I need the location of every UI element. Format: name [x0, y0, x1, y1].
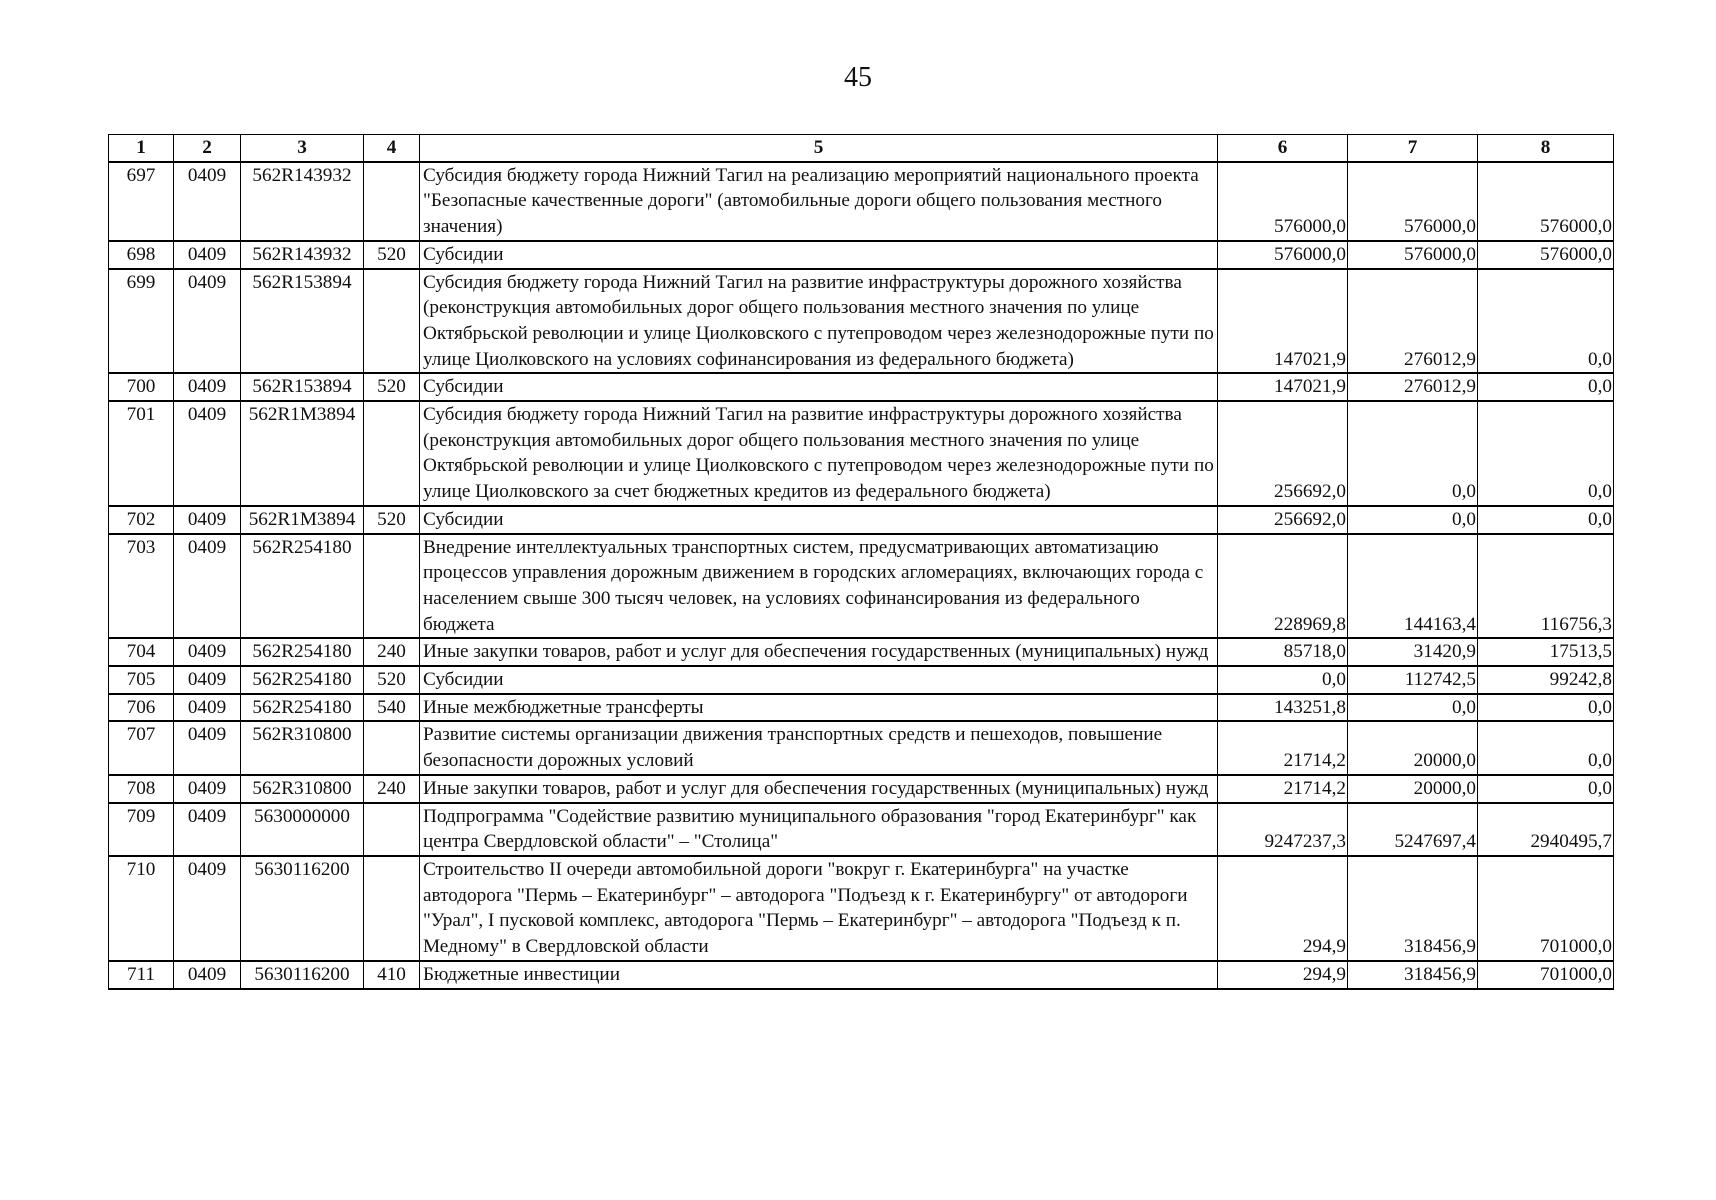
- expense-type: 520: [364, 373, 420, 401]
- expense-type: 520: [364, 506, 420, 534]
- expense-type: 410: [364, 961, 420, 989]
- expense-type: [364, 162, 420, 241]
- target-code: 5630116200: [241, 961, 364, 989]
- amount-col-7: 318456,9: [1348, 856, 1478, 961]
- expense-type: 520: [364, 666, 420, 694]
- description: Подпрограмма "Содействие развитию муниципального образования "город Екатеринбург" как центра Свердловской области" – "Столица": [420, 803, 1218, 856]
- header-col-8: 8: [1478, 135, 1614, 162]
- row-number: 704: [109, 638, 174, 666]
- header-col-7: 7: [1348, 135, 1478, 162]
- amount-col-6: 85718,0: [1218, 638, 1348, 666]
- section-code: 0409: [174, 373, 241, 401]
- description: Субсидия бюджету города Нижний Тагил на реализацию мероприятий национального проекта "Безопасные качественные дороги" (автомобильные дороги общего пользования местного значения): [420, 162, 1218, 241]
- target-code: 562R1M3894: [241, 401, 364, 506]
- amount-col-7: 576000,0: [1348, 162, 1478, 241]
- row-number: 703: [109, 534, 174, 639]
- table-row: [109, 269, 1614, 374]
- header-col-5: 5: [420, 135, 1218, 162]
- table-row: [109, 666, 1614, 694]
- amount-col-7: 112742,5: [1348, 666, 1478, 694]
- amount-col-8: 99242,8: [1478, 666, 1614, 694]
- amount-col-7: 576000,0: [1348, 241, 1478, 269]
- amount-col-8: 0,0: [1478, 775, 1614, 803]
- expense-type: 240: [364, 638, 420, 666]
- table-row: [109, 803, 1614, 856]
- row-number: 701: [109, 401, 174, 506]
- amount-col-7: 5247697,4: [1348, 803, 1478, 856]
- amount-col-6: 9247237,3: [1218, 803, 1348, 856]
- amount-col-8: 0,0: [1478, 269, 1614, 374]
- description: Иные закупки товаров, работ и услуг для обеспечения государственных (муниципальных) нужд: [420, 775, 1218, 803]
- amount-col-6: 228969,8: [1218, 534, 1348, 639]
- row-number: 710: [109, 856, 174, 961]
- table-row: [109, 961, 1614, 989]
- description: Субсидии: [420, 666, 1218, 694]
- target-code: 562R310800: [241, 775, 364, 803]
- expense-type: [364, 269, 420, 374]
- amount-col-8: 17513,5: [1478, 638, 1614, 666]
- amount-col-6: 576000,0: [1218, 241, 1348, 269]
- amount-col-8: 0,0: [1478, 373, 1614, 401]
- description: Внедрение интеллектуальных транспортных систем, предусматривающих автоматизацию процессов управления дорожным движением в городских агломерациях, включающих города с населением свыше 300 тысяч человек, на условиях софинансирования из федерального бюджета: [420, 534, 1218, 639]
- target-code: 5630116200: [241, 856, 364, 961]
- amount-col-8: 116756,3: [1478, 534, 1614, 639]
- amount-col-7: 144163,4: [1348, 534, 1478, 639]
- row-number: 697: [109, 162, 174, 241]
- target-code: 562R143932: [241, 241, 364, 269]
- expense-type: 520: [364, 241, 420, 269]
- row-number: 698: [109, 241, 174, 269]
- amount-col-7: 0,0: [1348, 506, 1478, 534]
- amount-col-7: 0,0: [1348, 694, 1478, 722]
- amount-col-8: 2940495,7: [1478, 803, 1614, 856]
- target-code: 562R143932: [241, 162, 364, 241]
- expense-type: 240: [364, 775, 420, 803]
- section-code: 0409: [174, 241, 241, 269]
- row-number: 702: [109, 506, 174, 534]
- section-code: 0409: [174, 694, 241, 722]
- expense-type: [364, 803, 420, 856]
- page-number: 45: [844, 62, 872, 93]
- section-code: 0409: [174, 534, 241, 639]
- description: Субсидии: [420, 506, 1218, 534]
- row-number: 705: [109, 666, 174, 694]
- expense-type: 540: [364, 694, 420, 722]
- target-code: 562R1M3894: [241, 506, 364, 534]
- section-code: 0409: [174, 269, 241, 374]
- amount-col-6: 576000,0: [1218, 162, 1348, 241]
- budget-table: [108, 134, 1614, 990]
- expense-type: [364, 856, 420, 961]
- row-number: 706: [109, 694, 174, 722]
- table-row: [109, 721, 1614, 774]
- section-code: 0409: [174, 961, 241, 989]
- description: Субсидии: [420, 373, 1218, 401]
- amount-col-8: 0,0: [1478, 721, 1614, 774]
- target-code: 562R310800: [241, 721, 364, 774]
- section-code: 0409: [174, 775, 241, 803]
- amount-col-8: 0,0: [1478, 506, 1614, 534]
- description: Строительство II очереди автомобильной дороги "вокруг г. Екатеринбурга" на участке автодорога "Пермь – Екатеринбург" – автодорога "Подъезд к г. Екатеринбургу" от автодороги "Урал", I пусковой комплекс, автодорога "Пермь – Екатеринбург" – автодорога "Подъезд к п. Медному" в Свердловской области: [420, 856, 1218, 961]
- target-code: 562R254180: [241, 694, 364, 722]
- description: Субсидии: [420, 241, 1218, 269]
- amount-col-6: 0,0: [1218, 666, 1348, 694]
- amount-col-7: 276012,9: [1348, 373, 1478, 401]
- expense-type: [364, 534, 420, 639]
- table-row: [109, 162, 1614, 241]
- amount-col-8: 0,0: [1478, 694, 1614, 722]
- description: Субсидия бюджету города Нижний Тагил на развитие инфраструктуры дорожного хозяйства (реконструкция автомобильных дорог общего пользования местного значения по улице Октябрьской революции и улице Циолковского с путепроводом через железнодорожные пути по улице Циолковского за счет бюджетных кредитов из федерального бюджета): [420, 401, 1218, 506]
- target-code: 562R254180: [241, 534, 364, 639]
- header-col-1: 1: [109, 135, 174, 162]
- header-col-4: 4: [364, 135, 420, 162]
- section-code: 0409: [174, 162, 241, 241]
- amount-col-8: 701000,0: [1478, 856, 1614, 961]
- table-row: [109, 694, 1614, 722]
- amount-col-6: 147021,9: [1218, 269, 1348, 374]
- target-code: 562R153894: [241, 269, 364, 374]
- table-body: [109, 162, 1614, 989]
- table-row: [109, 373, 1614, 401]
- amount-col-6: 143251,8: [1218, 694, 1348, 722]
- row-number: 699: [109, 269, 174, 374]
- amount-col-6: 256692,0: [1218, 506, 1348, 534]
- section-code: 0409: [174, 506, 241, 534]
- table-row: [109, 506, 1614, 534]
- amount-col-7: 20000,0: [1348, 721, 1478, 774]
- expense-type: [364, 401, 420, 506]
- description: Бюджетные инвестиции: [420, 961, 1218, 989]
- header-col-6: 6: [1218, 135, 1348, 162]
- expense-type: [364, 721, 420, 774]
- section-code: 0409: [174, 401, 241, 506]
- amount-col-7: 318456,9: [1348, 961, 1478, 989]
- amount-col-6: 147021,9: [1218, 373, 1348, 401]
- amount-col-6: 21714,2: [1218, 775, 1348, 803]
- table-row: [109, 638, 1614, 666]
- target-code: 562R254180: [241, 638, 364, 666]
- amount-col-7: 20000,0: [1348, 775, 1478, 803]
- description: Субсидия бюджету города Нижний Тагил на развитие инфраструктуры дорожного хозяйства (реконструкция автомобильных дорог общего пользования местного значения по улице Октябрьской революции и улице Циолковского с путепроводом через железнодорожные пути по улице Циолковского на условиях софинансирования из федерального бюджета): [420, 269, 1218, 374]
- header-col-3: 3: [241, 135, 364, 162]
- section-code: 0409: [174, 803, 241, 856]
- description: Иные межбюджетные трансферты: [420, 694, 1218, 722]
- section-code: 0409: [174, 638, 241, 666]
- row-number: 707: [109, 721, 174, 774]
- row-number: 709: [109, 803, 174, 856]
- header-col-2: 2: [174, 135, 241, 162]
- amount-col-8: 0,0: [1478, 401, 1614, 506]
- amount-col-6: 256692,0: [1218, 401, 1348, 506]
- section-code: 0409: [174, 856, 241, 961]
- amount-col-6: 294,9: [1218, 856, 1348, 961]
- amount-col-7: 0,0: [1348, 401, 1478, 506]
- amount-col-8: 576000,0: [1478, 241, 1614, 269]
- table-row: [109, 401, 1614, 506]
- table-header-row: [109, 135, 1614, 162]
- amount-col-6: 21714,2: [1218, 721, 1348, 774]
- amount-col-7: 31420,9: [1348, 638, 1478, 666]
- amount-col-8: 701000,0: [1478, 961, 1614, 989]
- row-number: 711: [109, 961, 174, 989]
- amount-col-7: 276012,9: [1348, 269, 1478, 374]
- table-row: [109, 534, 1614, 639]
- row-number: 700: [109, 373, 174, 401]
- amount-col-6: 294,9: [1218, 961, 1348, 989]
- section-code: 0409: [174, 666, 241, 694]
- table-row: [109, 856, 1614, 961]
- target-code: 562R153894: [241, 373, 364, 401]
- description: Развитие системы организации движения транспортных средств и пешеходов, повышение безопасности дорожных условий: [420, 721, 1218, 774]
- table-row: [109, 775, 1614, 803]
- target-code: 5630000000: [241, 803, 364, 856]
- section-code: 0409: [174, 721, 241, 774]
- row-number: 708: [109, 775, 174, 803]
- target-code: 562R254180: [241, 666, 364, 694]
- amount-col-8: 576000,0: [1478, 162, 1614, 241]
- description: Иные закупки товаров, работ и услуг для обеспечения государственных (муниципальных) нужд: [420, 638, 1218, 666]
- table-row: [109, 241, 1614, 269]
